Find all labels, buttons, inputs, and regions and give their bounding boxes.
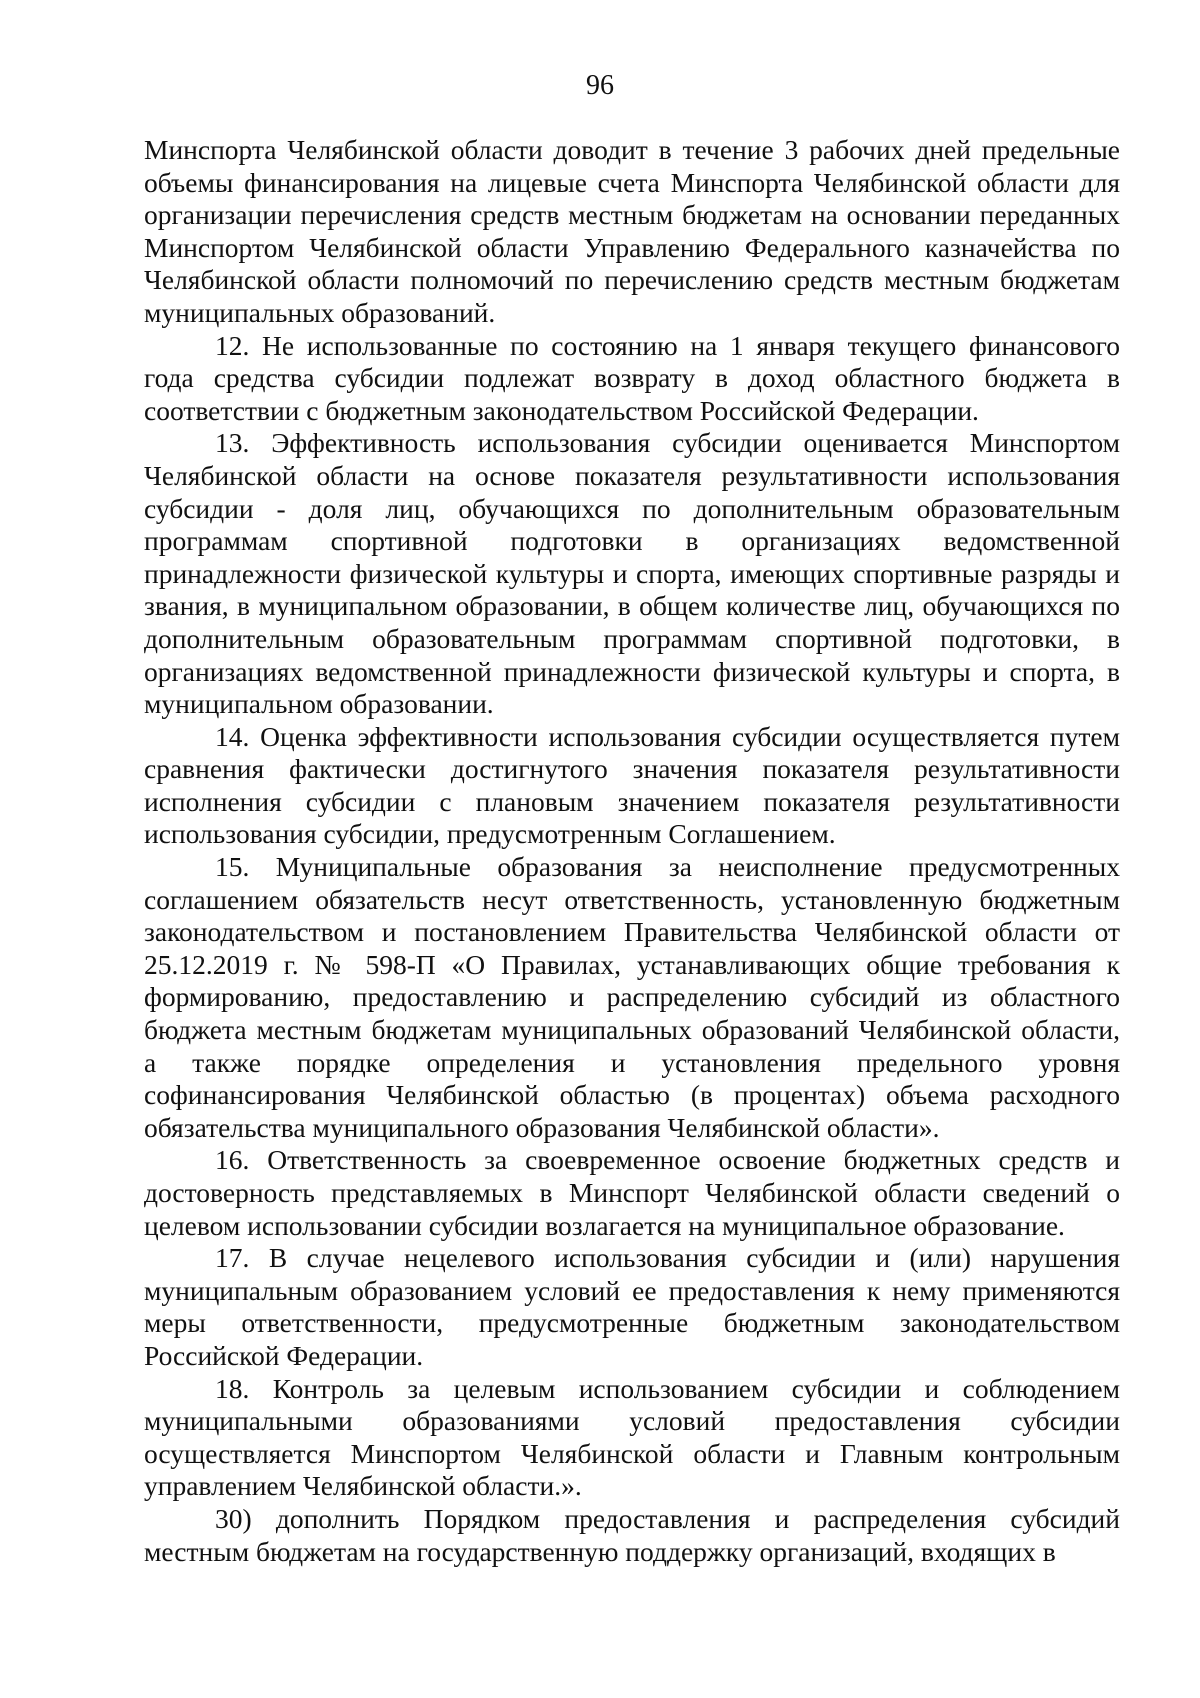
paragraph-13: 13. Эффективность использования субсидии оценивается Минспортом Челябинской области на основе показателя результативности использования субсидии - доля лиц, обучающихся по дополнительным образовательным программам спортивной подготовки в организациях ведомственной принадлежности физической культуры и спорта, имеющих спортивные разряды и звания, в муниципальном образовании, в общем количестве лиц, обучающихся по дополнительным образовательным программам спортивной подготовки, в организациях ведомственной принадлежности физической культуры и спорта, в муниципальном образовании. bbox=[144, 427, 1120, 720]
paragraph-14: 14. Оценка эффективности использования субсидии осуществляется путем сравнения фактически достигнутого значения показателя результативности исполнения субсидии с плановым значением показателя результативности использования субсидии, предусмотренным Соглашением. bbox=[144, 720, 1120, 850]
paragraph-15: 15. Муниципальные образования за неисполнение предусмотренных соглашением обязательств несут ответственность, установленную бюджетным законодательством и постановлением Правительства Челябинской области от 25.12.2019 г. № 598-П «О Правилах, устанавливающих общие требования к формированию, предоставлению и распределению субсидий из областного бюджета местным бюджетам муниципальных образований Челябинской области, а также порядке определения и установления предельного уровня софинансирования Челябинской областью (в процентах) объема расходного обязательства муниципального образования Челябинской области». bbox=[144, 851, 1120, 1143]
paragraph-30: 30) дополнить Порядком предоставления и распределения субсидий местным бюджетам на государственную поддержку организаций, входящих в bbox=[144, 1502, 1120, 1567]
paragraph-continuation: Минспорта Челябинской области доводит в течение 3 рабочих дней предельные объемы финансирования на лицевые счета Минспорта Челябинской области для организации перечисления средств местным бюджетам на основании переданных Минспортом Челябинской области Управлению Федерального казначейства по Челябинской области полномочий по перечислению средств местным бюджетам муниципальных образований. bbox=[144, 134, 1120, 328]
document-body bbox=[144, 134, 1120, 1568]
paragraph-12: 12. Не использованные по состоянию на 1 января текущего финансового года средства субсидии подлежат возврату в доход областного бюджета в соответствии с бюджетным законодательством Российской Федерации. bbox=[144, 329, 1120, 426]
paragraph-18: 18. Контроль за целевым использованием субсидии и соблюдением муниципальными образованиями условий предоставления субсидии осуществляется Минспортом Челябинской области и Главным контрольным управлением Челябинской области.». bbox=[144, 1372, 1120, 1502]
paragraph-17: 17. В случае нецелевого использования субсидии и (или) нарушения муниципальным образованием условий ее предоставления к нему применяются меры ответственности, предусмотренные бюджетным законодательством Российской Федерации. bbox=[144, 1242, 1120, 1371]
paragraph-16: 16. Ответственность за своевременное освоение бюджетных средств и достоверность представляемых в Минспорт Челябинской области сведений о целевом использовании субсидии возлагается на муниципальное образование. bbox=[144, 1144, 1120, 1241]
page-number: 96 bbox=[586, 70, 614, 101]
